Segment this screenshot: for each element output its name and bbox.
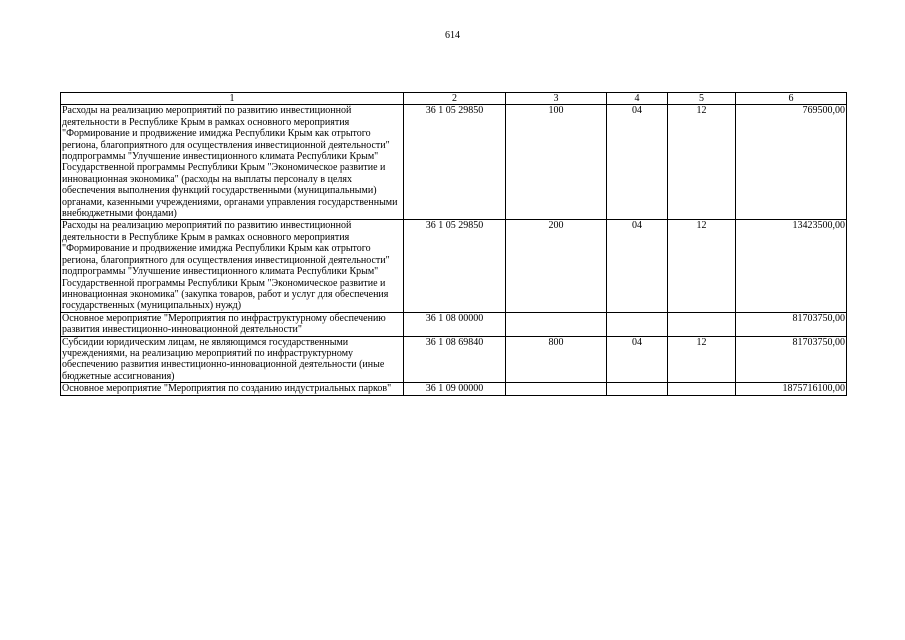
table-row <box>61 336 847 383</box>
page-number: 614 <box>445 30 460 41</box>
row-amount: 81703750,00 <box>736 312 847 336</box>
row-subsection: 12 <box>668 220 736 312</box>
row-subsection <box>668 312 736 336</box>
column-header: 1 <box>61 93 404 105</box>
column-header: 2 <box>404 93 506 105</box>
table-row <box>61 105 847 220</box>
table-row <box>61 383 847 395</box>
row-description: Расходы на реализацию мероприятий по развитию инвестиционной деятельности в Республике Крым в рамках основного мероприятия "Формирование и продвижение имиджа Республики Крым как отрытого региона, благоприятного для осуществления инвестиционной деятельности" подпрограммы "Улучшение инвестиционного климата Республики Крым" Государственной программы Республики Крым "Экономическое развитие и инновационная экономика" (закупка товаров, работ и услуг для обеспечения государственных (муниципальных) нужд) <box>61 220 404 312</box>
row-amount: 769500,00 <box>736 105 847 220</box>
row-section: 04 <box>607 220 668 312</box>
row-description: Субсидии юридическим лицам, не являющимся государственными учреждениями, на реализацию мероприятий по инфраструктурному обеспечению развития инвестиционно-инновационной деятельности (иные бюджетные ассигнования) <box>61 336 404 383</box>
row-subsection: 12 <box>668 336 736 383</box>
table-header-row <box>61 93 847 105</box>
row-expense-type: 100 <box>506 105 607 220</box>
row-amount: 81703750,00 <box>736 336 847 383</box>
row-code: 36 1 08 69840 <box>404 336 506 383</box>
row-amount: 1875716100,00 <box>736 383 847 395</box>
row-expense-type: 200 <box>506 220 607 312</box>
row-code: 36 1 05 29850 <box>404 105 506 220</box>
row-expense-type <box>506 383 607 395</box>
row-description: Основное мероприятие "Мероприятия по созданию индустриальных парков" <box>61 383 404 395</box>
column-header: 6 <box>736 93 847 105</box>
row-section <box>607 312 668 336</box>
row-subsection: 12 <box>668 105 736 220</box>
row-code: 36 1 09 00000 <box>404 383 506 395</box>
row-section <box>607 383 668 395</box>
row-code: 36 1 08 00000 <box>404 312 506 336</box>
row-code: 36 1 05 29850 <box>404 220 506 312</box>
column-header: 3 <box>506 93 607 105</box>
budget-table <box>60 92 847 396</box>
table-row <box>61 312 847 336</box>
row-expense-type <box>506 312 607 336</box>
row-expense-type: 800 <box>506 336 607 383</box>
row-description: Расходы на реализацию мероприятий по развитию инвестиционной деятельности в Республике Крым в рамках основного мероприятия "Формирование и продвижение имиджа Республики Крым как отрытого региона, благоприятного для осуществления инвестиционной деятельности" подпрограммы "Улучшение инвестиционного климата Республики Крым" Государственной программы Республики Крым "Экономическое развитие и инновационная экономика" (расходы на выплаты персоналу в целях обеспечения выполнения функций государственными (муниципальными) органами, казенными учреждениями, органами управления государственными внебюджетными фондами) <box>61 105 404 220</box>
column-header: 5 <box>668 93 736 105</box>
table-row <box>61 220 847 312</box>
row-amount: 13423500,00 <box>736 220 847 312</box>
row-description: Основное мероприятие "Мероприятия по инфраструктурному обеспечению развития инвестиционно-инновационной деятельности" <box>61 312 404 336</box>
row-section: 04 <box>607 105 668 220</box>
row-section: 04 <box>607 336 668 383</box>
column-header: 4 <box>607 93 668 105</box>
row-subsection <box>668 383 736 395</box>
